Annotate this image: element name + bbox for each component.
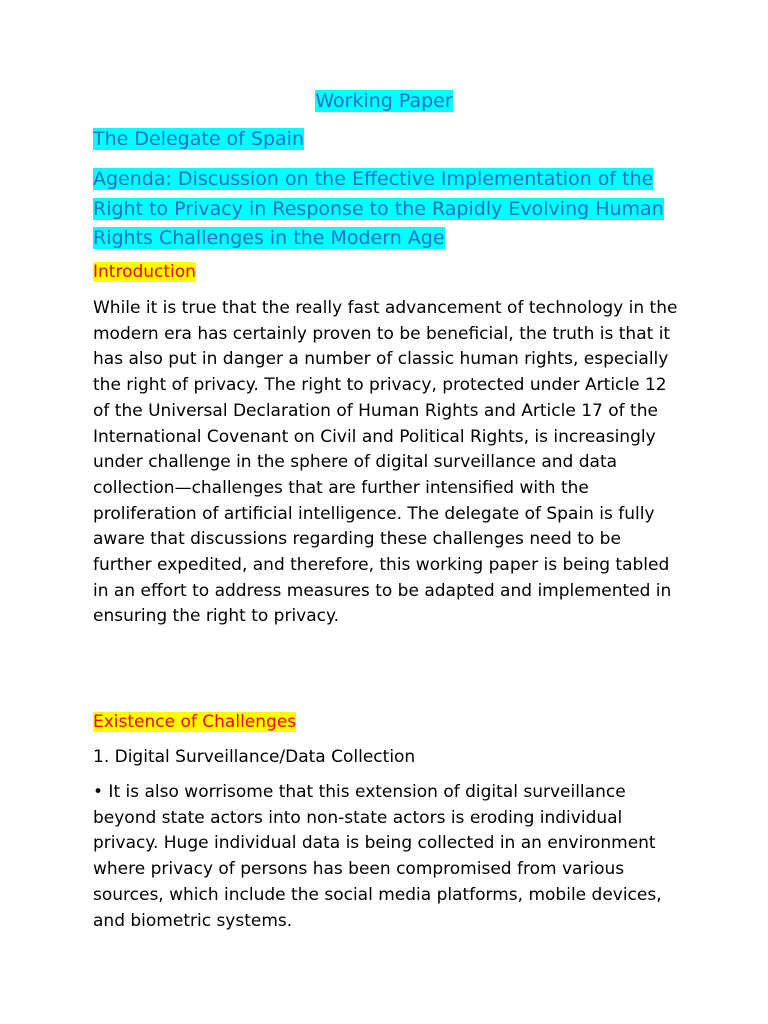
document-title — [0, 88, 768, 115]
introduction-heading — [93, 260, 196, 284]
introduction-paragraph: While it is true that the really fast advancement of technology in the modern era has certainly proven to be beneficial, the truth is that it has also put in danger a number of classic human rights, especially the right of privacy. The right to privacy, protected under Article 12 of the Universal Declaration of Human Rights and Article 17 of the International Covenant on Civil and Political Rights, is increasingly under challenge in the sphere of digital surveillance and data collection—challenges that are further intensified with the proliferation of artificial intelligence. The delegate of Spain is fully aware that discussions regarding these challenges need to be further expedited, and therefore, this working paper is being tabled in an effort to address measures to be adapted and implemented in ensuring the right to privacy. — [93, 298, 678, 627]
challenges-heading-text: Existence of Challenges — [93, 712, 297, 732]
agenda-block — [93, 165, 683, 254]
agenda-text: Agenda: Discussion on the Effective Implementation of the Right to Privacy in Response to the Rapidly Evolving Human Rights Challenges in the Modern Age — [93, 168, 664, 249]
challenge-item-title: 1. Digital Surveillance/Data Collection — [93, 747, 416, 767]
delegate-text: The Delegate of Spain — [93, 128, 304, 150]
challenge-item-bullet: • It is also worrisome that this extension of digital surveillance beyond state actors into non-state actors is eroding individual privacy. Huge individual data is being collected in an environment where privacy of persons has been compromised from various sources, which include the social media platforms, mobile devices, and biometric systems. — [93, 782, 662, 931]
document-title-text: Working Paper — [315, 90, 453, 112]
delegate-line — [93, 126, 304, 153]
challenges-heading — [93, 710, 296, 734]
introduction-heading-text: Introduction — [93, 262, 196, 282]
